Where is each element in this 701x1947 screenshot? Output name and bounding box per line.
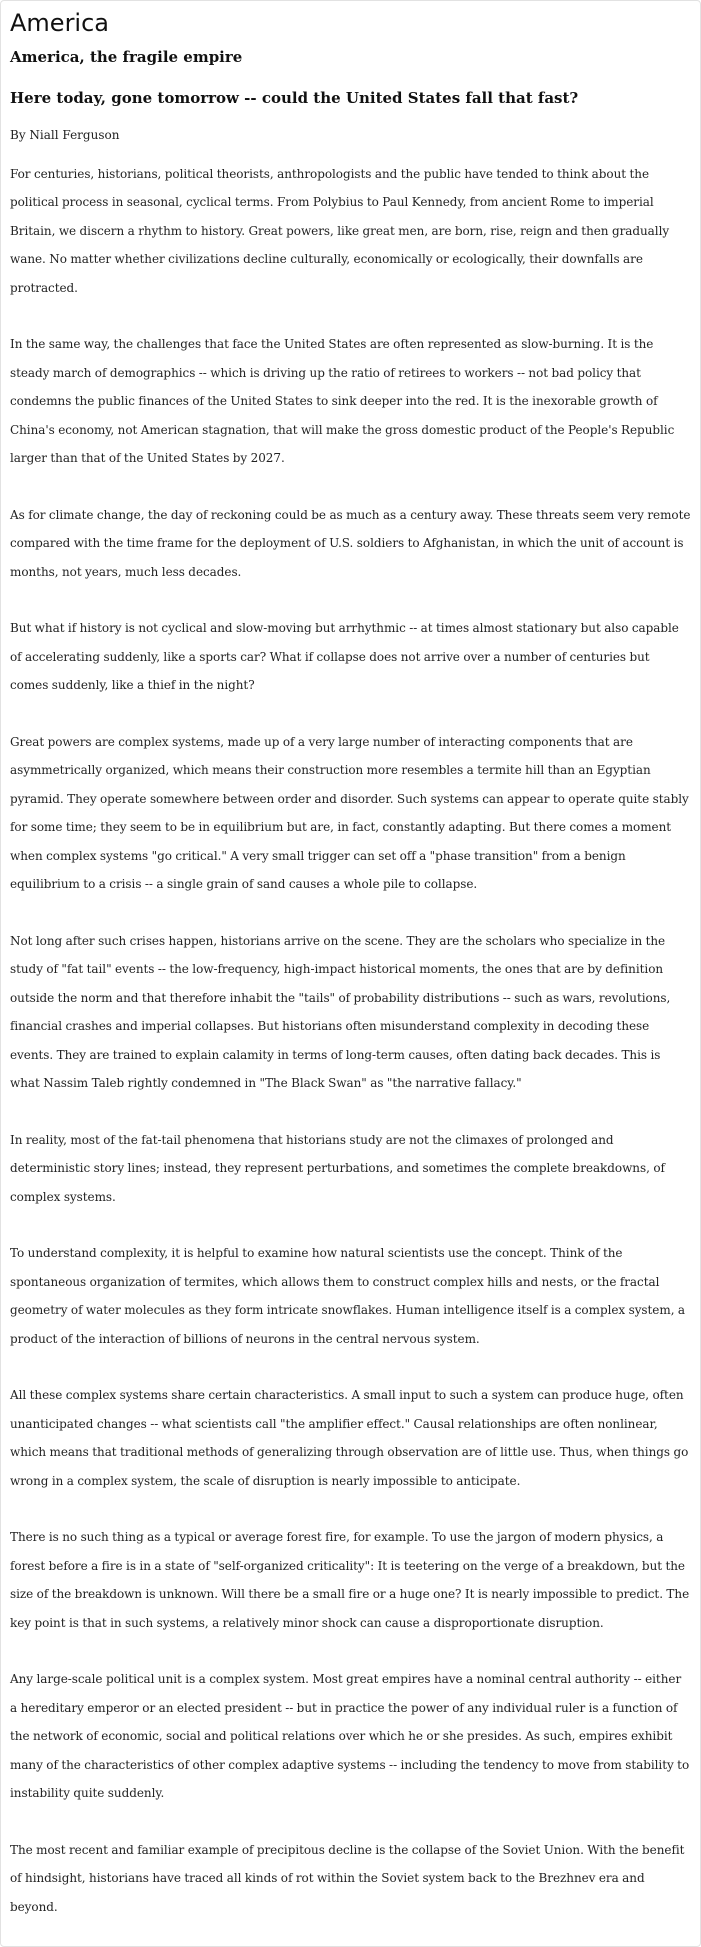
paragraph: Not long after such crises happen, historians arrive on the scene. They are the scholars who specialize in the study of "fat tail" events -- the low-frequency, high-impact historical moments, the ones that are by definition outside the norm and that therefore inhabit the "tails" of probability distributions -- such as wars, revolutions, financial crashes and imperial collapses. But historians often misunderstand complexity in decoding these events. They are trained to explain calamity in terms of long-term causes, often dating back decades. This is what Nassim Taleb rightly condemned in "The Black Swan" as "the narrative fallacy." xyxy=(10,933,671,1090)
paragraph: The most recent and familiar example of precipitous decline is the collapse of the Soviet Union. With the benefit of hindsight, historians have traced all kinds of rot within the Soviet system back to the Brezhnev era and beyond. xyxy=(10,1842,685,1914)
paragraph: To understand complexity, it is helpful to examine how natural scientists use the concept. Think of the spontaneous organization of termites, which allows them to construct complex hills and nests, or the fractal geometry of water molecules as they form intricate snowflakes. Human intelligence itself is a complex system, a product of the interaction of billions of neurons in the central nervous system. xyxy=(10,1246,686,1346)
article-subheadline: Here today, gone tomorrow -- could the United States fall that fast? xyxy=(10,89,579,107)
paragraph: As for climate change, the day of reckoning could be as much as a century away. These threats seem very remote compared with the time frame for the deployment of U.S. soldiers to Afghanistan, in which the unit of account is months, not years, much less decades. xyxy=(10,507,691,579)
paragraph: Any large-scale political unit is a complex system. Most great empires have a nominal central authority -- either a hereditary emperor or an elected president -- but in practice the power of any individual ruler is a function of the network of economic, social and political relations over which he or she presides. As such, empires exhibit many of the characteristics of other complex adaptive systems -- including the tendency to move from stability to instability quite suddenly. xyxy=(10,1672,690,1800)
paragraph: All these complex systems share certain characteristics. A small input to such a system can produce huge, often unanticipated changes -- what scientists call "the amplifier effect." Causal relationships are often nonlinear, which means that traditional methods of generalizing through observation are of little use. Thus, when things go wrong in a complex system, the scale of disruption is nearly impossible to anticipate. xyxy=(10,1388,689,1488)
paragraph: But what if history is not cyclical and slow-moving but arrhythmic -- at times almost stationary but also capable of accelerating suddenly, like a sports car? What if collapse does not arrive over a number of centuries but comes suddenly, like a thief in the night? xyxy=(10,621,679,693)
byline: By Niall Ferguson xyxy=(10,128,120,142)
section-title: America xyxy=(10,9,109,37)
article-body xyxy=(10,160,691,1921)
paragraph: For centuries, historians, political theorists, anthropologists and the public have tended to think about the political process in seasonal, cyclical terms. From Polybius to Paul Kennedy, from ancient Rome to imperial Britain, we discern a rhythm to history. Great powers, like great men, are born, rise, reign and then gradually wane. No matter whether civilizations decline culturally, economically or ecologically, their downfalls are protracted. xyxy=(10,167,670,295)
paragraph: There is no such thing as a typical or average forest fire, for example. To use the jargon of modern physics, a forest before a fire is in a state of "self-organized criticality": It is teetering on the verge of a breakdown, but the size of the breakdown is unknown. Will there be a small fire or a huge one? It is nearly impossible to predict. The key point is that in such systems, a relatively minor shock can cause a disproportionate disruption. xyxy=(10,1530,690,1630)
paragraph: In the same way, the challenges that face the United States are often represented as slow-burning. It is the steady march of demographics -- which is driving up the ratio of retirees to workers -- not bad policy that condemns the public finances of the United States to sink deeper into the red. It is the inexorable growth of China's economy, not American stagnation, that will make the gross domestic product of the People's Republic larger than that of the United States by 2027. xyxy=(10,337,675,466)
paragraph: In reality, most of the fat-tail phenomena that historians study are not the climaxes of prolonged and deterministic story lines; instead, they represent perturbations, and sometimes the complete breakdowns, of complex systems. xyxy=(10,1132,665,1204)
paragraph: Great powers are complex systems, made up of a very large number of interacting components that are asymmetrically organized, which means their construction more resembles a termite hill than an Egyptian pyramid. They operate somewhere between order and disorder. Such systems can appear to operate quite stably for some time; they seem to be in equilibrium but are, in fact, constantly adapting. But there comes a moment when complex systems "go critical." A very small trigger can set off a "phase transition" from a benign equilibrium to a crisis -- a single grain of sand causes a whole pile to collapse. xyxy=(10,735,689,892)
article-headline: America, the fragile empire xyxy=(10,48,243,66)
